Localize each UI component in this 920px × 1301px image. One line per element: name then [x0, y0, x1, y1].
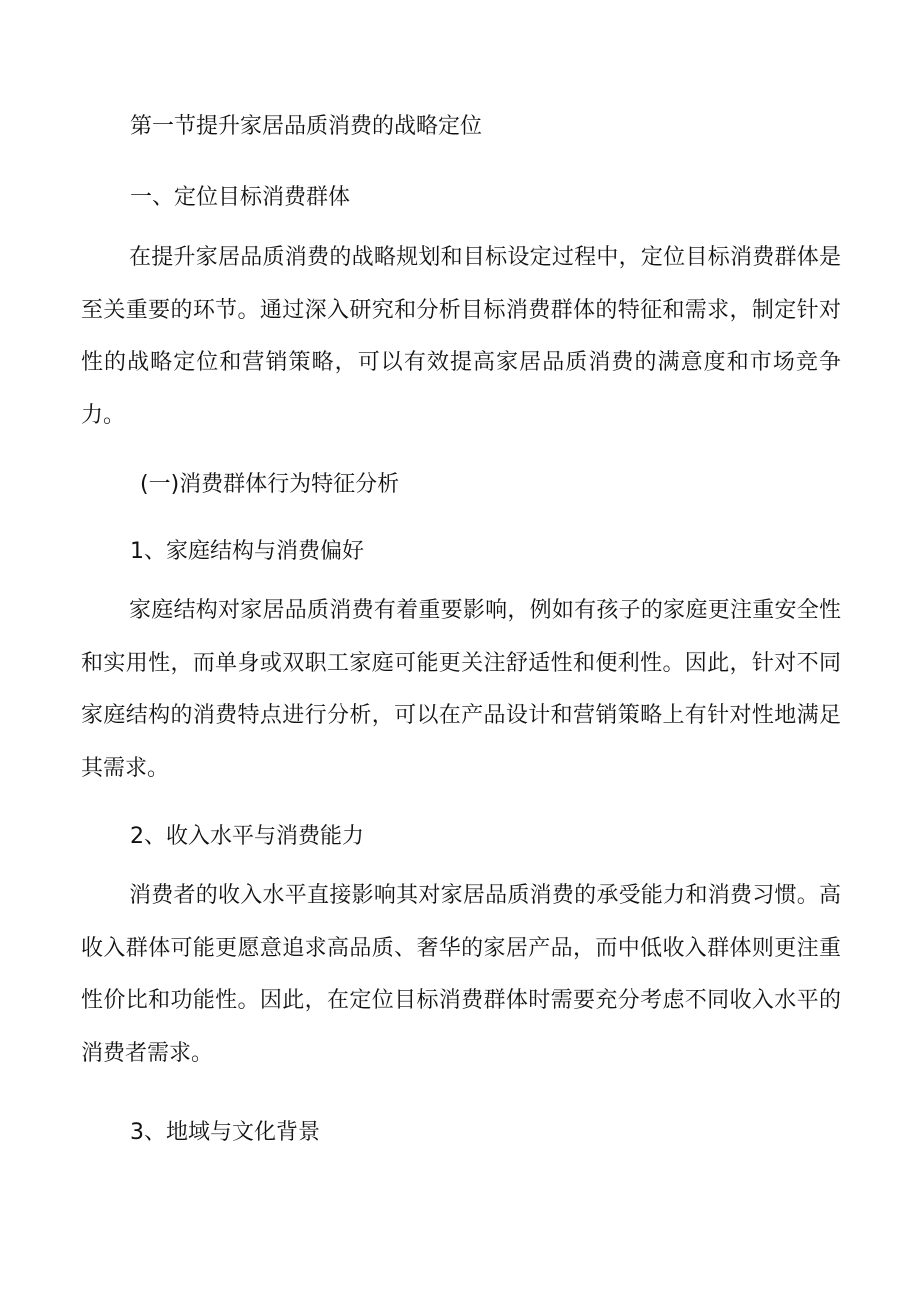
heading-1: 一、定位目标消费群体 [130, 185, 351, 210]
paragraph-1: 在提升家居品质消费的战略规划和目标设定过程中，定位目标消费群体是至关重要的环节。通过深入研究和分析目标消费群体的特征和需求，制定针对性的战略定位和营销策略，可以有效提高家居品质消费的满意度和市场竞争力。 [81, 245, 841, 428]
item-1-body: 家庭结构对家居品质消费有着重要影响，例如有孩子的家庭更注重安全性和实用性，而单身或双职工家庭可能更关注舒适性和便利性。因此，针对不同家庭结构的消费特点进行分析，可以在产品设计和营销策略上有针对性地满足其需求。 [81, 598, 841, 781]
section-title: 第一节提升家居品质消费的战略定位 [130, 114, 483, 139]
subheading-1: (一)消费群体行为特征分析 [140, 472, 400, 497]
item-1-title: 1、家庭结构与消费偏好 [130, 539, 364, 564]
item-2-body: 消费者的收入水平直接影响其对家居品质消费的承受能力和消费习惯。高收入群体可能更愿意追求高品质、奢华的家居产品，而中低收入群体则更注重性价比和功能性。因此，在定位目标消费群体时需要充分考虑不同收入水平的消费者需求。 [81, 883, 841, 1066]
item-3-title: 3、地域与文化背景 [130, 1120, 320, 1145]
item-2-title: 2、收入水平与消费能力 [130, 824, 364, 849]
